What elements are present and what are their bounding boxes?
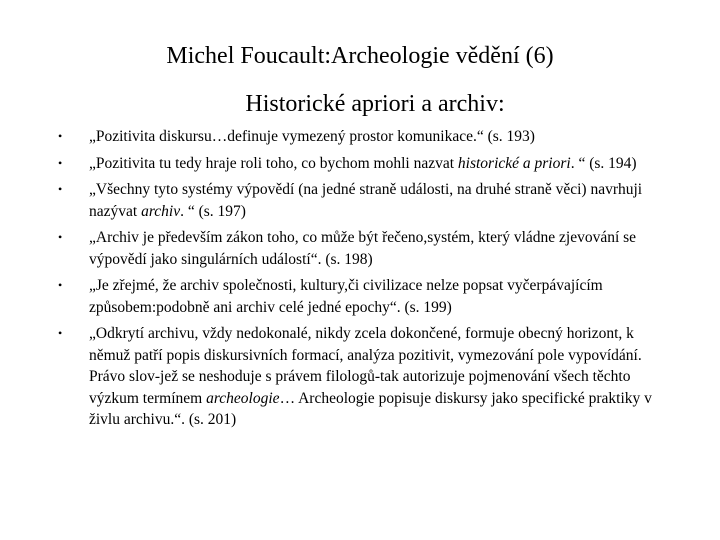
list-item [58, 275, 678, 318]
bullet-icon: • [58, 278, 63, 292]
bullet-icon: • [58, 182, 63, 196]
item-emphasis: archiv [141, 202, 181, 220]
bullet-icon: • [58, 326, 63, 340]
item-text-tail: . “ (s. 197) [180, 202, 246, 220]
item-text: „Odkrytí archivu, vždy nedokonalé, nikdy zcela dokončené, formuje obecný horizont, k němuž patří popis diskursivních formací, analýza pozitivit, vymezování pole vypovídání. Právo slov-jež se neshoduje s právem filologů-tak autorizuje pojmenování všech těchto výzkum termínem [89, 325, 642, 407]
slide-title-text: Michel Foucault:Archeologie vědění (6) [166, 43, 554, 69]
item-text: „Je zřejmé, že archiv společnosti, kultury,či civilizace nelze popsat vyčerpávajícím způsobem:podobně ani archiv celé jedné epochy“. (s. 199) [89, 277, 603, 316]
slide-subtitle [0, 88, 720, 120]
bullet-icon: • [58, 230, 63, 244]
slide-title [0, 40, 720, 72]
list-item [58, 179, 678, 222]
item-text: „Pozitivita tu tedy hraje roli toho, co bychom mohli nazvat [89, 154, 458, 172]
item-text: „Všechny tyto systémy výpovědí (na jedné straně události, na druhé straně věci) navrhuji nazývat [89, 181, 643, 220]
item-text-tail: . “ (s. 194) [570, 154, 637, 172]
item-text-tail: … Archeologie popisuje diskursy jako specifické praktiky v živlu archivu.“. (s. 201) [89, 389, 652, 428]
slide-subtitle-text: Historické apriori a archiv: [245, 91, 505, 117]
list-item [58, 126, 678, 148]
list-item [58, 227, 678, 270]
list-item [58, 153, 678, 175]
item-text: „Archiv je především zákon toho, co může být řečeno,systém, který vládne zjevování se výpovědí jako singulárních událostí“. (s. 198) [89, 229, 637, 268]
item-text: „Pozitivita diskursu…definuje vymezený prostor komunikace.“ (s. 193) [89, 128, 535, 145]
item-emphasis: historické a priori [457, 154, 571, 172]
bullet-icon: • [58, 155, 63, 170]
bullet-icon: • [58, 129, 63, 143]
list-item [58, 323, 678, 431]
item-emphasis: archeologie [206, 389, 280, 407]
bullet-list [58, 126, 678, 436]
